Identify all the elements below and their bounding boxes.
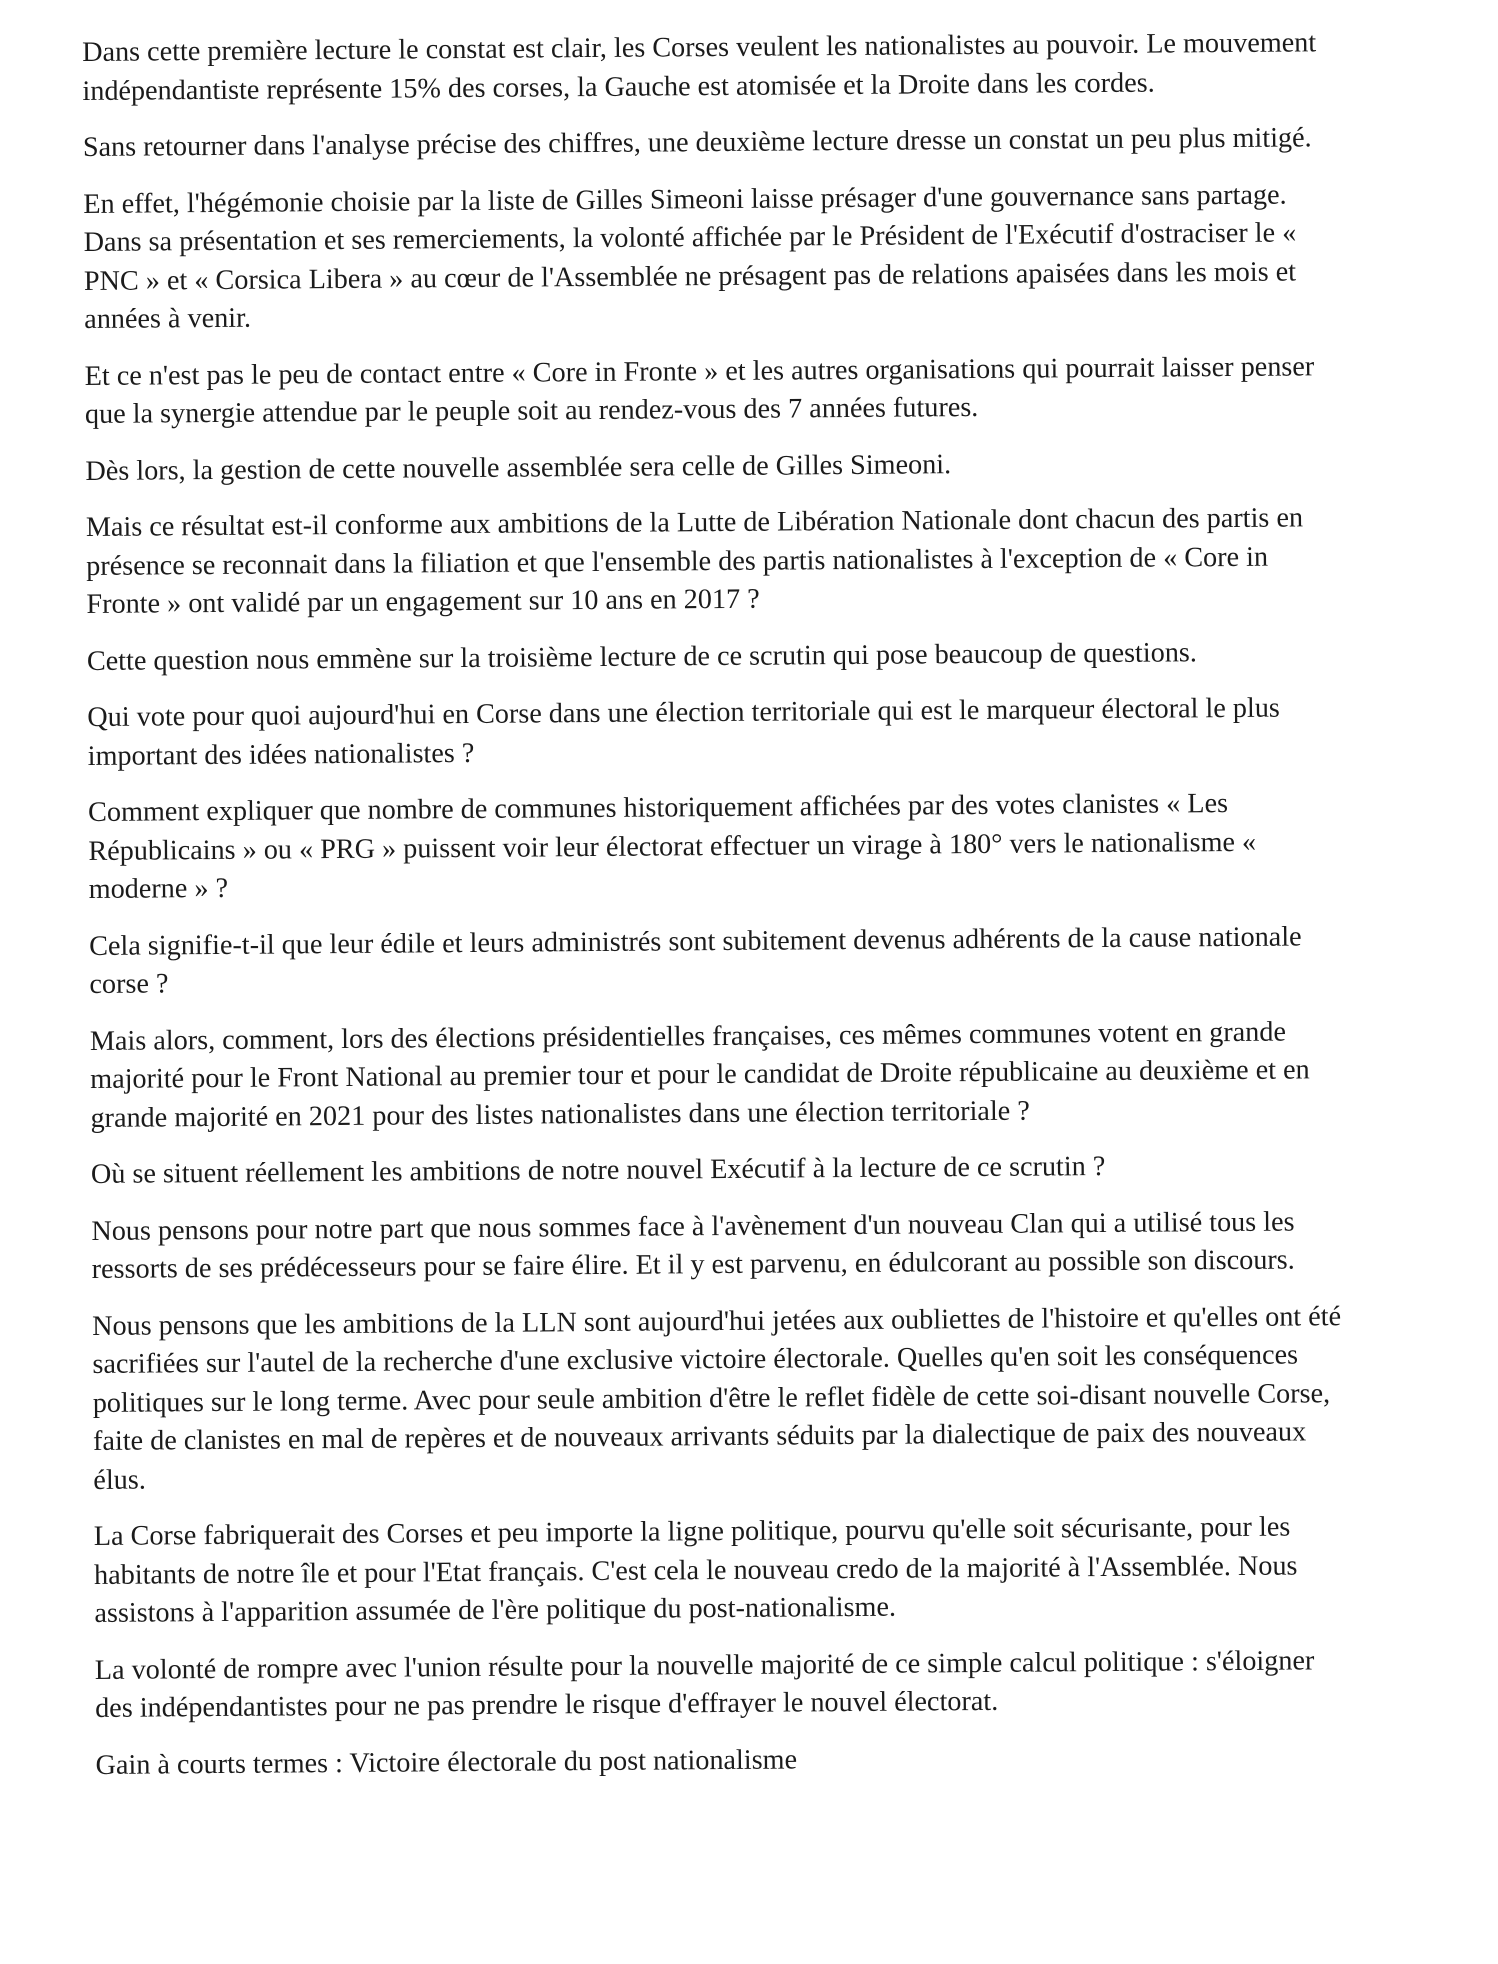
paragraph-2: Sans retourner dans l'analyse précise des chiffres, une deuxième lecture dresse un constat un peu plus mitigé. bbox=[82, 122, 1312, 163]
paragraph-15: La Corse fabriquerait des Corses et peu importe la ligne politique, pourvu qu'elle soit sécurisante, pour les habitants de notre île et pour l'Etat français. C'est cela le nouveau credo de la majorité à l'Assemblée. Nous assistons à l'apparition assumée de l'ère politique du post-nationalisme. bbox=[93, 1511, 1298, 1629]
paragraph-11: Mais alors, comment, lors des élections présidentielles françaises, ces mêmes communes votent en grande majorité pour le Front National au premier tour et pour le candidat de Droite républicaine au deuxième et en grande majorité en 2021 pour des listes nationalistes dans une élection territoriale ? bbox=[89, 1016, 1310, 1134]
paragraph-3: En effet, l'hégémonie choisie par la liste de Gilles Simeoni laisse présager d'une gouvernance sans partage. Dans sa présentation et ses remerciements, la volonté affichée par le Président de l'Exécutif d'ostraciser le « PNC » et « Corsica Libera » au cœur de l'Assemblée ne présagent pas de relations apaisées dans les mois et années à venir. bbox=[83, 179, 1297, 335]
paragraph-9: Comment expliquer que nombre de communes historiquement affichées par des votes clanistes « Les Républicains » ou « PRG » puissent voir leur électorat effectuer un virage à 180° vers le nationalisme « moderne » ? bbox=[87, 788, 1257, 905]
paragraph-1: Dans cette première lecture le constat est clair, les Corses veulent les nationalistes au pouvoir. Le mouvement indépendantiste représente 15% des corses, la Gauche est atomisée et la Droite dans les cordes. bbox=[82, 27, 1317, 107]
paragraph-16: La volonté de rompre avec l'union résulte pour la nouvelle majorité de ce simple calcul politique : s'éloigner des indépendantistes pour ne pas prendre le risque d'effrayer le nouvel électorat. bbox=[94, 1644, 1315, 1724]
paragraph-8: Qui vote pour quoi aujourd'hui en Corse dans une élection territoriale qui est le marqueur électoral le plus important des idées nationalistes ? bbox=[87, 692, 1280, 772]
paragraph-14: Nous pensons que les ambitions de la LLN sont aujourd'hui jetées aux oubliettes de l'histoire et qu'elles ont été sacrifiées sur l'autel de la recherche d'une exclusive victoire électorale. Quelles qu'en soit les conséquences politiques sur le long terme. Avec pour seule ambition d'être le reflet fidèle de cette soi-disant nouvelle Corse, faite de clanistes en mal de repères et de nouveaux arrivants séduits par la dialectique de paix des nouveaux élus. bbox=[92, 1300, 1342, 1496]
paragraph-6: Mais ce résultat est-il conforme aux ambitions de la Lutte de Libération Nationale dont chacun des partis en présence se reconnait dans la filiation et que l'ensemble des partis nationalistes à l'exception de « Core in Fronte » ont validé par un engagement sur 10 ans en 2017 ? bbox=[85, 502, 1304, 620]
paragraph-5: Dès lors, la gestion de cette nouvelle assemblée sera celle de Gilles Simeoni. bbox=[85, 448, 952, 487]
paragraph-10: Cela signifie-t-il que leur édile et leurs administrés sont subitement devenus adhérents de la cause nationale corse ? bbox=[89, 920, 1302, 1000]
paragraph-13: Nous pensons pour notre part que nous sommes face à l'avènement d'un nouveau Clan qui a utilisé tous les ressorts de ses prédécesseurs pour se faire élire. Et il y est parvenu, en édulcorant au possible son discours. bbox=[91, 1206, 1295, 1285]
document-body bbox=[82, 24, 1346, 1785]
paragraph-17: Gain à courts termes : Victoire électorale du post nationalisme bbox=[95, 1743, 798, 1781]
paragraph-4: Et ce n'est pas le peu de contact entre « Core in Fronte » et les autres organisations qui pourrait laisser penser que la synergie attendue par le peuple soit au rendez-vous des 7 années futures. bbox=[84, 350, 1315, 430]
paragraph-12: Où se situent réellement les ambitions de notre nouvel Exécutif à la lecture de ce scrutin ? bbox=[90, 1150, 1106, 1190]
paragraph-7: Cette question nous emmène sur la troisième lecture de ce scrutin qui pose beaucoup de questions. bbox=[86, 636, 1197, 677]
